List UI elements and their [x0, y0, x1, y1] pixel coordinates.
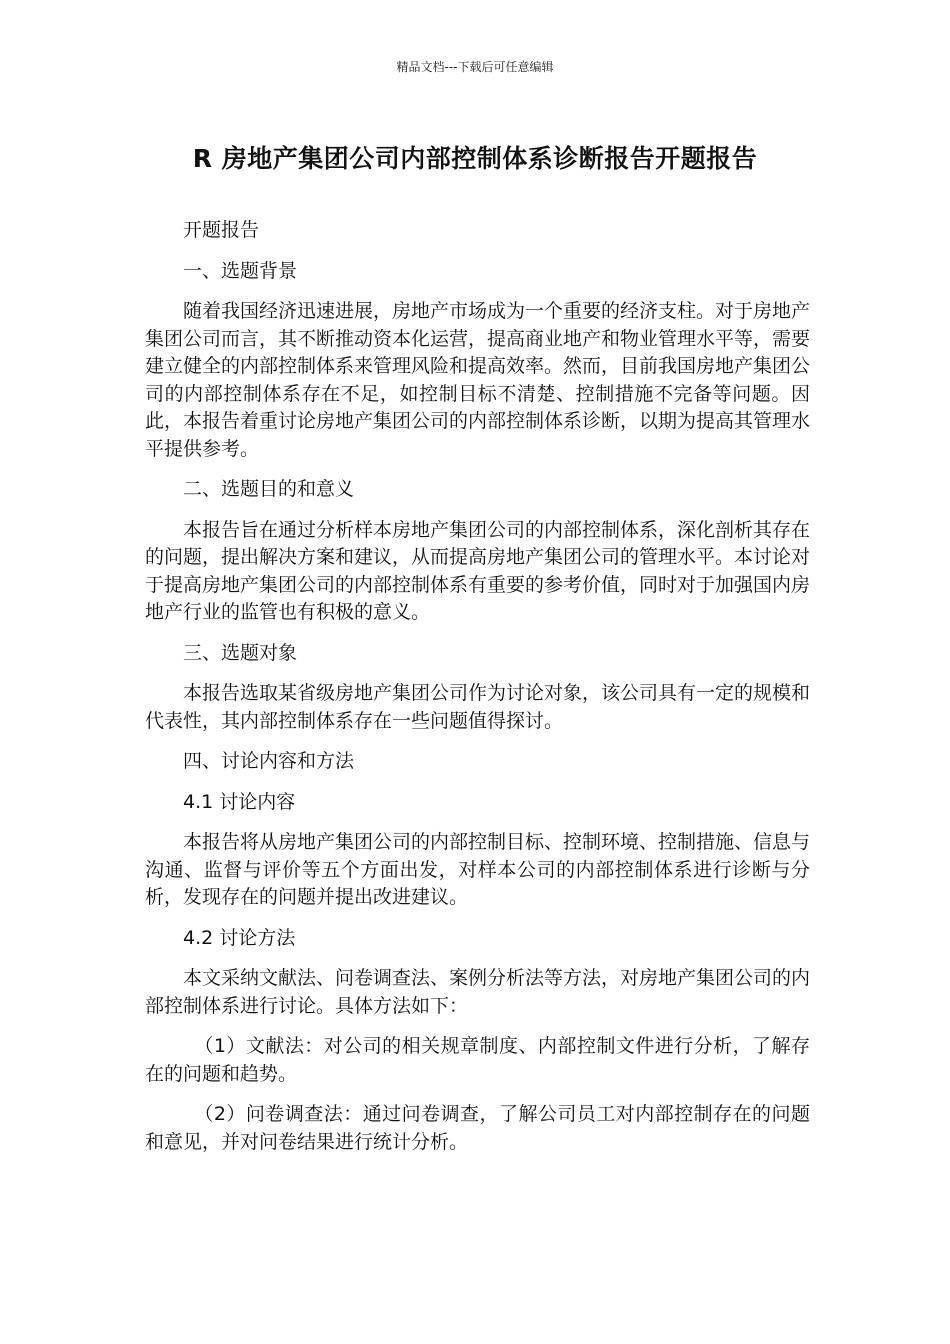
section-heading-content-method: 四、讨论内容和方法 [183, 750, 355, 772]
paragraph-content: 本报告将从房地产集团公司的内部控制目标、控制环境、控制措施、信息与沟通、监督与评价等五个方面出发，对样本公司的内部控制体系进行诊断与分析，发现存在的问题并提出改进建议。 [145, 831, 811, 908]
header-note: 精品文档---下载后可任意编辑 [396, 60, 554, 74]
method-item-literature: （1）文献法：对公司的相关规章制度、内部控制文件进行分析，了解存在的问题和趋势。 [145, 1035, 810, 1085]
subsection-heading-method: 4.2 讨论方法 [183, 926, 296, 949]
report-label: 开题报告 [183, 219, 260, 241]
paragraph-method: 本文采纳文献法、问卷调查法、案例分析法等方法，对房地产集团公司的内部控制体系进行讨论。具体方法如下： [145, 967, 811, 1017]
section-heading-background: 一、选题背景 [183, 259, 298, 282]
document-title: R 房地产集团公司内部控制体系诊断报告开题报告 [192, 144, 758, 173]
section-heading-purpose: 二、选题目的和意义 [183, 478, 355, 500]
subsection-heading-content: 4.1 讨论内容 [183, 790, 296, 813]
paragraph-object: 本报告选取某省级房地产集团公司作为讨论对象，该公司具有一定的规模和代表性，其内部控制体系存在一些问题值得探讨。 [145, 682, 811, 732]
method-item-questionnaire: （2）问卷调查法：通过问卷调查，了解公司员工对内部控制存在的问题和意见，并对问卷结果进行统计分析。 [145, 1103, 810, 1153]
document-body [145, 217, 810, 1169]
section-heading-object: 三、选题对象 [183, 641, 298, 664]
paragraph-background: 随着我国经济迅速进展，房地产市场成为一个重要的经济支柱。对于房地产集团公司而言，其不断推动资本化运营，提高商业地产和物业管理水平等，需要建立健全的内部控制体系来管理风险和提高效率。然而，目前我国房地产集团公司的内部控制体系存在不足，如控制目标不清楚、控制措施不完备等问题。因此，本报告着重讨论房地产集团公司的内部控制体系诊断，以期为提高其管理水平提供参考。 [145, 300, 811, 460]
paragraph-purpose: 本报告旨在通过分析样本房地产集团公司的内部控制体系，深化剖析其存在的问题，提出解决方案和建议，从而提高房地产集团公司的管理水平。本讨论对于提高房地产集团公司的内部控制体系有重要的参考价值，同时对于加强国内房地产行业的监管也有积极的意义。 [145, 518, 811, 623]
